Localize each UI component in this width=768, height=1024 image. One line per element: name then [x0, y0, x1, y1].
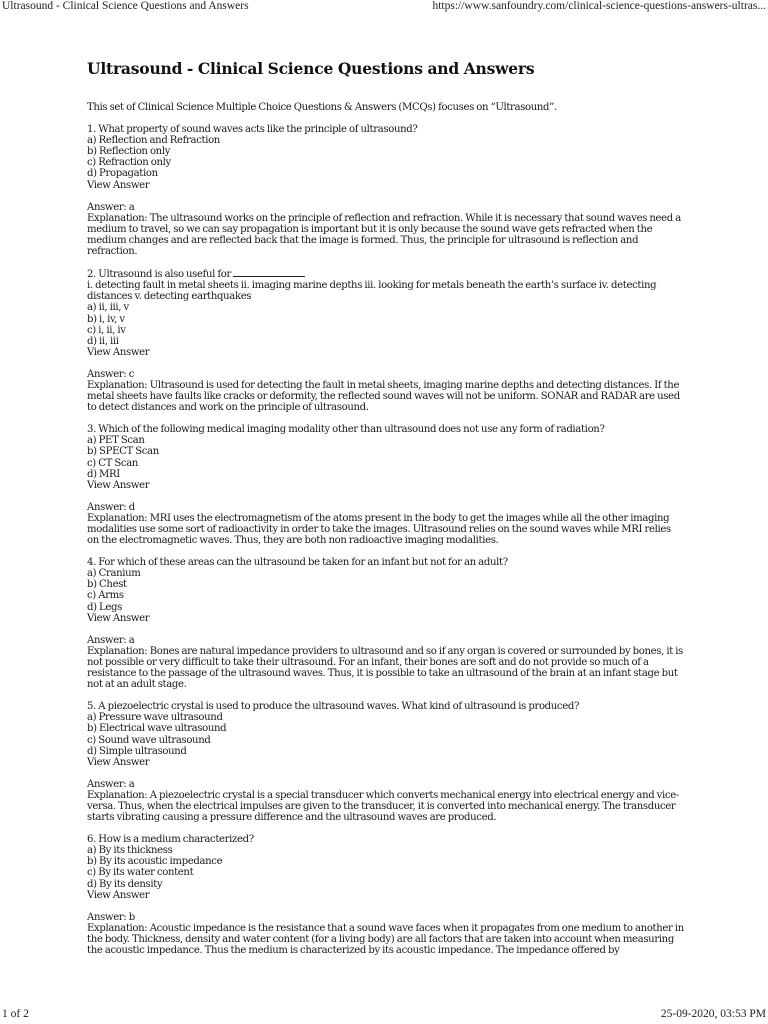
- view-answer-link[interactable]: View Answer: [87, 179, 150, 191]
- option-c: c) CT Scan: [87, 457, 139, 469]
- option-c: c) i, ii, iv: [87, 324, 126, 336]
- explanation-text: Explanation: MRI uses the electromagnetism of the atoms present in the body to get the images while all the other imaging modalities use some sort of radioactivity in order to take the images. Ultrasound relies on the sound waves while MRI relies on the electromagnetic waves. Thus, they are both non radioactive imaging modalities.: [87, 512, 671, 547]
- view-answer-link[interactable]: View Answer: [87, 612, 150, 624]
- option-b: b) Chest: [87, 579, 127, 591]
- view-answer-link[interactable]: View Answer: [87, 479, 150, 491]
- question-2: [87, 268, 684, 413]
- option-c: c) Sound wave ultrasound: [87, 734, 211, 746]
- question-6: [87, 834, 684, 956]
- option-c: c) Refraction only: [87, 157, 171, 169]
- option-c: c) By its water content: [87, 867, 194, 879]
- question-4: [87, 557, 684, 690]
- explanation-text: Explanation: Ultrasound is used for detecting the fault in metal sheets, imaging marine depths and detecting distances. If the metal sheets have faults like cracks or deformity, the reflected sound waves will not be uniform. SONAR and RADAR are used to detect distances and work on the principle of ultrasound.: [87, 379, 680, 414]
- option-a: a) ii, iii, v: [87, 302, 129, 314]
- print-header: [0, 0, 768, 16]
- question-text: 5. A piezoelectric crystal is used to produce the ultrasound waves. What kind of ultrasound is produced?: [87, 701, 580, 713]
- explanation-text: Explanation: The ultrasound works on the principle of reflection and refraction. While it is necessary that sound waves need a medium to travel, so we can say propagation is important but it is only because the sound wave gets refracted when the medium changes and are reflected back that the image is formed. Thus, the principle for ultrasound is reflection and refraction.: [87, 212, 681, 258]
- explanation-text: Explanation: Bones are natural impedance providers to ultrasound and so if any organ is covered or surrounded by bones, it is not possible or very difficult to take their ultrasound. For an infant, their bones are soft and do not provide so much of a resistance to the passage of the ultrasound waves. Thus, it is possible to take an ultrasound of the brain at an infant stage but not at an adult stage.: [87, 645, 683, 691]
- article: [87, 58, 684, 967]
- option-c: c) Arms: [87, 590, 124, 602]
- view-answer-link[interactable]: View Answer: [87, 346, 150, 358]
- answer-label: Answer: d: [87, 501, 135, 513]
- question-text: 1. What property of sound waves acts like the principle of ultrasound?: [87, 124, 418, 136]
- question-1: [87, 124, 684, 257]
- option-b: b) Electrical wave ultrasound: [87, 723, 227, 735]
- question-3: [87, 424, 684, 546]
- option-d: d) MRI: [87, 468, 120, 480]
- answer-label: Answer: a: [87, 778, 135, 790]
- question-5: [87, 701, 684, 823]
- fill-in-blank: [233, 268, 305, 277]
- answer-block: [87, 502, 684, 546]
- page-title: Ultrasound - Clinical Science Questions and Answers: [87, 59, 535, 78]
- question-text-label: 2. Ultrasound is also useful for: [87, 269, 231, 281]
- question-text: [87, 268, 684, 280]
- answer-block: [87, 369, 684, 413]
- print-footer: [0, 1008, 768, 1024]
- option-b: b) i, iv, v: [87, 313, 125, 325]
- answer-label: Answer: c: [87, 368, 135, 380]
- option-d: d) Propagation: [87, 168, 158, 180]
- answer-block: [87, 779, 684, 823]
- view-answer-link[interactable]: View Answer: [87, 756, 150, 768]
- option-a: a) PET Scan: [87, 435, 145, 447]
- answer-block: [87, 635, 684, 690]
- explanation-text: Explanation: Acoustic impedance is the resistance that a sound wave faces when it propagates from one medium to another in the body. Thickness, density and water content (for a living body) are all factors that are taken into account when measuring the acoustic impedance. Thus the medium is characterized by its acoustic impedance. The impedance offered by: [87, 922, 684, 956]
- option-d: d) By its density: [87, 878, 163, 890]
- option-a: a) By its thickness: [87, 845, 173, 857]
- print-header-url: https://www.sanfoundry.com/clinical-science-questions-answers-ultras...: [432, 0, 766, 12]
- answer-block: [87, 202, 684, 257]
- option-b: b) SPECT Scan: [87, 446, 159, 458]
- page-number: 1 of 2: [2, 1008, 29, 1020]
- option-d: d) Simple ultrasound: [87, 745, 187, 757]
- question-text: 6. How is a medium characterized?: [87, 834, 254, 846]
- view-answer-link[interactable]: View Answer: [87, 889, 150, 901]
- option-a: a) Cranium: [87, 568, 141, 580]
- option-b: b) By its acoustic impedance: [87, 856, 223, 868]
- option-d: d) Legs: [87, 601, 122, 613]
- option-a: a) Pressure wave ultrasound: [87, 712, 223, 724]
- print-header-title: Ultrasound - Clinical Science Questions and Answers: [2, 0, 249, 12]
- intro-paragraph: This set of Clinical Science Multiple Choice Questions & Answers (MCQs) focuses on “Ultrasound”.: [87, 102, 557, 113]
- answer-block: [87, 912, 684, 956]
- question-text: 4. For which of these areas can the ultrasound be taken for an infant but not for an adult?: [87, 557, 508, 569]
- answer-label: Answer: b: [87, 911, 135, 923]
- print-datetime: 25-09-2020, 03:53 PM: [660, 1008, 766, 1020]
- answer-label: Answer: a: [87, 634, 135, 646]
- question-text: 3. Which of the following medical imaging modality other than ultrasound does not use any form of radiation?: [87, 424, 605, 436]
- option-d: d) ii, iii: [87, 335, 119, 347]
- option-b: b) Reflection only: [87, 146, 171, 158]
- explanation-text: Explanation: A piezoelectric crystal is a special transducer which converts mechanical energy into electrical energy and vice-versa. Thus, when the electrical impulses are given to the transducer, it is converted into mechanical energy. The transducer starts vibrating causing a pressure difference and the ultrasound waves are produced.: [87, 789, 679, 824]
- answer-label: Answer: a: [87, 201, 135, 213]
- option-a: a) Reflection and Refraction: [87, 135, 220, 147]
- question-statements: i. detecting fault in metal sheets ii. imaging marine depths iii. looking for metals beneath the earth’s surface iv. detecting distances v. detecting earthquakes: [87, 280, 657, 303]
